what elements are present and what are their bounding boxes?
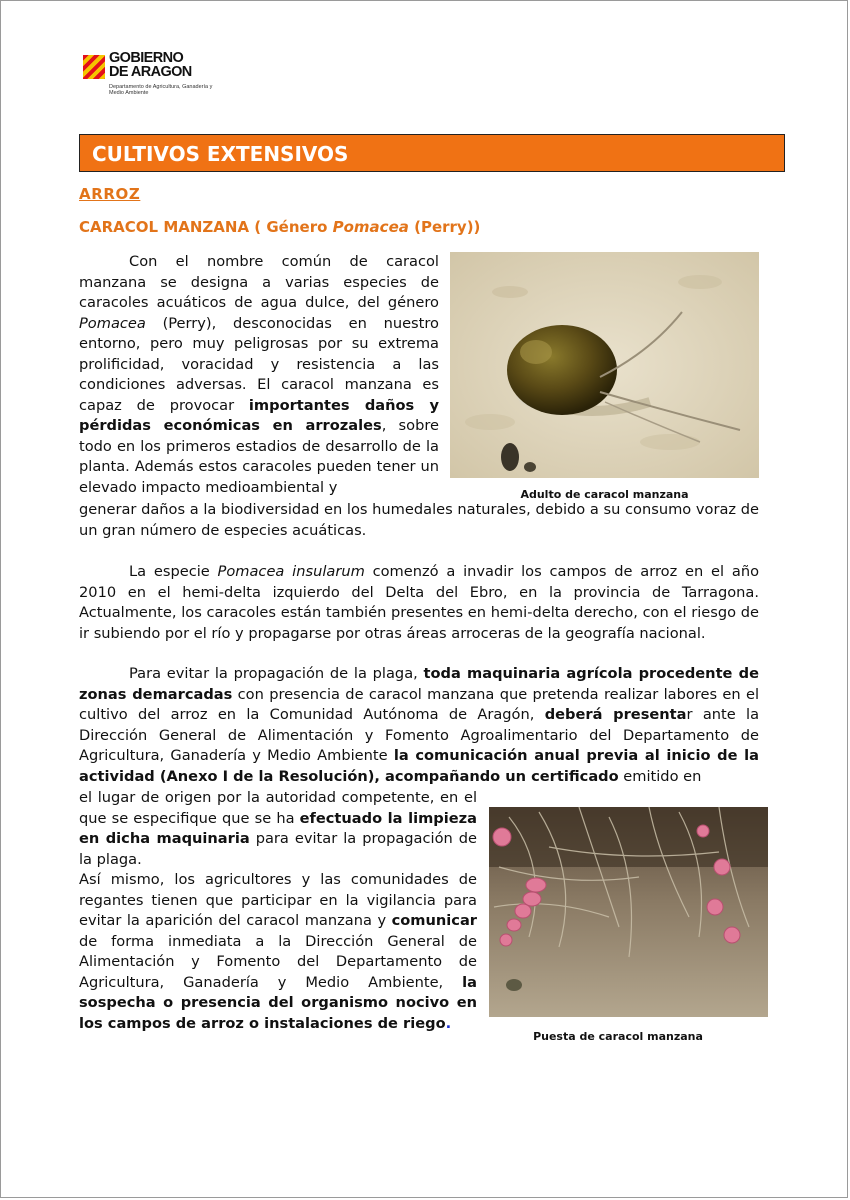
p1-genus: Pomacea [79, 314, 146, 332]
snail-adult-illustration [450, 252, 759, 478]
heading-genus: Pomacea [332, 218, 409, 236]
snail-adult-photo [450, 252, 759, 478]
paragraph-1-continued: generar daños a la biodiversidad en los humedales naturales, debido a su consumo voraz de un gran número de especies acuáticas. [79, 501, 759, 539]
subsection-title: ARROZ [79, 185, 141, 203]
aragon-flag-icon [83, 55, 105, 79]
section-title-bar: CULTIVOS EXTENSIVOS [79, 134, 785, 172]
heading-pre: CARACOL MANZANA ( Género [79, 218, 333, 236]
p1-text-1: Con el nombre común de caracol manzana se designa a varias especies de caracoles acuáticos de agua dulce, del género [79, 253, 439, 311]
snail-eggs-illustration [489, 807, 768, 1017]
document-heading [79, 218, 480, 236]
paragraph-4 [79, 870, 477, 1034]
paragraph-2 [79, 562, 759, 644]
p3-text-5: el lugar de origen por la autoridad competente, en el que se especifique que se ha [79, 789, 477, 827]
logo-line1: GOBIERNO [109, 50, 184, 66]
p2-text-1: La especie [129, 563, 218, 580]
paragraph-1 [79, 252, 439, 498]
p3-bold-2: deberá presenta [544, 706, 687, 723]
p3-text-2: con presencia de caracol manzana que pretenda realizar labores en el cultivo del arroz en la Comunidad Autónoma de Aragón, [79, 685, 759, 723]
figure-1-caption: Adulto de caracol manzana [520, 488, 689, 501]
p4-text-2: de forma inmediata a la Dirección General de Alimentación y Fomento del Departamento de Agricultura, Ganadería y Medio Ambiente, [79, 932, 477, 991]
p4-final-dot: . [445, 1014, 452, 1032]
p1-text-2: (Perry), desconocidas en nuestro entorno, pero muy peligrosas por su extrema prolificidad, voracidad y resistencia a las condiciones adversas. El caracol manzana es capaz de provocar [79, 314, 439, 414]
gobierno-aragon-logo [79, 47, 219, 103]
p3-text-4: emitido en [618, 767, 702, 785]
p3-text-6: para evitar la propagación de la plaga. [79, 830, 477, 868]
p1-bold-1: importantes daños y pérdidas económicas en arrozales [79, 396, 439, 434]
snail-eggs-photo [489, 807, 768, 1017]
p2-species: Pomacea insularum [217, 563, 365, 580]
heading-post: (Perry)) [408, 218, 481, 236]
p1-text-3: , sobre todo en los primeros estadios de desarrollo de la planta. Además estos caracoles pueden tener un elevado impacto medioambiental y [79, 417, 439, 496]
p3-text-3: r ante la Dirección General de Alimentación y Fomento Agroalimentario del Departamento de Agricultura, Ganadería y Medio Ambiente [79, 706, 760, 764]
paragraph-3-continued [79, 788, 477, 870]
p4-bold-2: la sospecha o presencia del organismo nocivo en los campos de arroz o instalaciones de riego [79, 973, 477, 1032]
logo-department: Departamento de Agricultura, Ganadería y Medio Ambiente [109, 84, 213, 96]
p3-text-1: Para evitar la propagación de la plaga, [129, 665, 424, 682]
p3-bold-1: toda maquinaria agrícola procedente de zonas demarcadas [79, 665, 759, 703]
p3-bold-3: la comunicación anual previa al inicio de la actividad (Anexo I de la Resolución), acompañando un certificado [79, 747, 759, 785]
p3-bold-4: efectuado la limpieza en dicha maquinaria [79, 809, 477, 847]
figure-2-caption: Puesta de caracol manzana [533, 1030, 703, 1043]
paragraph-3 [79, 664, 759, 787]
logo-line2: DE ARAGON [109, 64, 192, 80]
p2-text-2: comenzó a invadir los campos de arroz en el año 2010 en el hemi-delta izquierdo del Delta del Ebro, en la provincia de Tarragona. Actualmente, los caracoles están también presentes en hemi-delta derecho, con el riesgo de ir subiendo por el río y propagarse por otras áreas arroceras de la geografía nacional. [79, 563, 759, 642]
p4-bold-1: comunicar [391, 912, 477, 929]
p4-text-1: Así mismo, los agricultores y las comunidades de regantes tienen que participar en la vigilancia para evitar la aparición del caracol manzana y [79, 871, 477, 929]
